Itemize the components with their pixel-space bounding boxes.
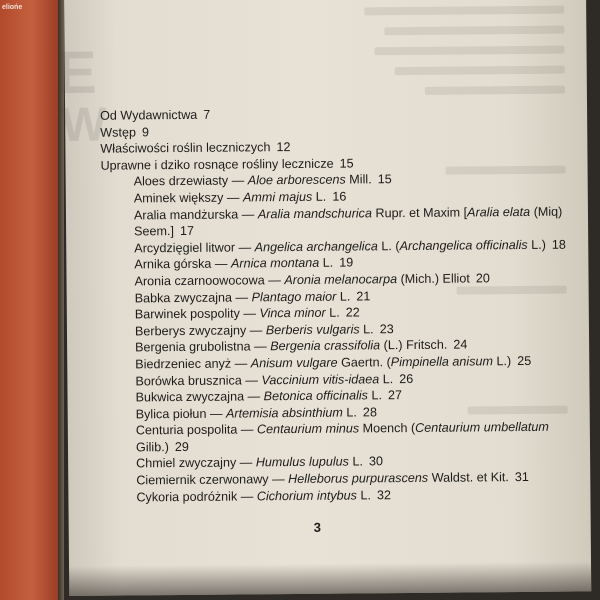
toc-text: Właściwości roślin leczniczych <box>100 140 271 156</box>
bleed-through-line <box>375 46 565 56</box>
toc-page-number: 25 <box>517 353 532 368</box>
book-page <box>56 0 591 596</box>
toc-text: Arcydzięgiel litwor — <box>134 240 255 256</box>
toc-latin-name: Artemisia absinthium <box>225 405 343 421</box>
toc-entry <box>103 419 573 456</box>
toc-text: Uprawne i dziko rosnące rośliny lecznicze <box>100 156 334 173</box>
toc-page-number: 7 <box>203 107 211 122</box>
toc-latin-name: Aralia mandschurica <box>257 205 373 221</box>
toc-text: Babka zwyczajna — <box>134 289 252 305</box>
bleed-through-line <box>395 66 565 75</box>
toc-page-number: 19 <box>339 255 354 270</box>
toc-page-number: 32 <box>376 487 391 502</box>
toc-page-number: 26 <box>399 371 414 386</box>
toc-latin-name: Humulus lupulus <box>255 455 349 470</box>
toc-page-number: 28 <box>362 404 377 420</box>
toc-text: L. <box>336 289 351 304</box>
toc-page-number: 12 <box>276 140 291 155</box>
toc-entry <box>101 203 571 240</box>
toc-latin-name: Aralia elata <box>467 204 531 220</box>
toc-page-number: 16 <box>332 189 347 204</box>
cover-text: eliońe <box>2 4 23 11</box>
bleed-through-letter: W <box>60 98 107 153</box>
toc-text: Wstęp <box>100 124 137 140</box>
toc-page-number: 20 <box>475 271 490 286</box>
toc-text: L. <box>356 487 371 503</box>
toc-text: Mill. <box>345 172 372 187</box>
toc-text: L. <box>342 405 357 420</box>
toc-text: Gaertn. ( <box>337 355 391 370</box>
toc-text: Waldst. et Kit. <box>428 470 509 485</box>
toc-latin-name: Aloe arborescens <box>247 172 346 188</box>
toc-entry <box>103 485 573 506</box>
table-of-contents <box>100 104 573 506</box>
toc-text: Aminek większy — <box>133 190 244 206</box>
toc-latin-name: Archangelica officinalis <box>399 237 528 253</box>
toc-page-number: 22 <box>345 305 360 320</box>
toc-latin-name: Angelica archangelica <box>254 239 378 255</box>
toc-latin-name: Betonica officinalis <box>263 388 369 404</box>
bleed-through-line <box>364 6 564 16</box>
toc-page-number: 31 <box>514 470 529 485</box>
toc-page-number: 9 <box>141 124 150 139</box>
toc-text: Gilib.) <box>135 439 169 455</box>
toc-page-number: 15 <box>339 156 354 171</box>
toc-text: Aralia mandżurska — <box>133 206 258 222</box>
toc-latin-name: Anisum vulgare <box>250 355 338 371</box>
toc-text: Bukwica zwyczajna — <box>135 389 264 405</box>
toc-text: Barwinek pospolity — <box>134 306 260 322</box>
toc-text: L. <box>367 388 383 403</box>
toc-page-number: 23 <box>379 321 394 336</box>
bleed-through-letter: E <box>56 38 98 107</box>
toc-text: Centuria pospolita — <box>135 422 258 438</box>
toc-text: L.) <box>527 237 546 252</box>
toc-text: L. <box>379 371 394 386</box>
toc-text: Od Wydawnictwa <box>100 107 198 123</box>
toc-latin-name: Helleborus purpurascens <box>288 470 429 487</box>
toc-latin-name: Plantago maior <box>251 289 337 304</box>
toc-page-number: 15 <box>377 172 392 187</box>
bleed-through-line <box>384 26 564 36</box>
toc-text: Borówka brusznica — <box>135 372 262 388</box>
toc-latin-name: Vinca minor <box>259 305 326 321</box>
toc-text: Ciemiernik czerwonawy — <box>136 472 289 488</box>
toc-text: Rupr. et Maxim [ <box>371 205 468 220</box>
toc-page-number: 24 <box>453 337 468 352</box>
toc-latin-name: Centaurium umbellatum <box>415 420 549 436</box>
toc-text: Bylica piołun — <box>135 406 227 422</box>
toc-text: (Miq) Seem.] <box>134 204 563 239</box>
toc-page-number: 21 <box>356 288 371 303</box>
toc-text: Aloes drzewiasty — <box>133 173 248 189</box>
toc-text: Bergenia grubolistna — <box>135 339 271 355</box>
toc-latin-name: Arnica montana <box>230 256 320 271</box>
book-cover <box>0 0 58 600</box>
toc-text: L. <box>359 322 374 337</box>
toc-latin-name: Ammi majus <box>242 189 313 205</box>
toc-page-number: 27 <box>387 388 403 403</box>
toc-text: L. <box>348 454 363 470</box>
toc-text: Aronia czarnoowocowa — <box>134 273 285 289</box>
toc-text: (Mich.) Elliot <box>396 271 470 287</box>
toc-text: Chmiel zwyczajny — <box>136 455 256 471</box>
toc-page-number: 29 <box>174 439 189 454</box>
toc-text: L. <box>312 189 327 204</box>
toc-page-number: 30 <box>368 454 384 469</box>
toc-text: Berberys zwyczajny — <box>134 322 266 339</box>
toc-latin-name: Bergenia crassifolia <box>270 338 381 354</box>
page-number: 3 <box>313 519 321 535</box>
toc-text: Arnika górska — <box>134 256 232 272</box>
toc-text: L. <box>319 256 334 271</box>
bleed-through-line <box>425 86 565 95</box>
toc-latin-name: Pimpinella anisum <box>390 354 494 370</box>
toc-latin-name: Aronia melanocarpa <box>284 272 398 288</box>
toc-page-number: 18 <box>551 237 566 252</box>
toc-text: L. ( <box>377 238 400 254</box>
toc-page-number: 17 <box>179 224 195 239</box>
toc-text: Biedrzeniec anyż — <box>135 356 251 372</box>
toc-text: Moench ( <box>359 421 416 436</box>
toc-text: L. <box>325 305 340 320</box>
toc-text: Cykoria podróżnik — <box>136 488 257 505</box>
toc-text: (L.) Fritsch. <box>380 337 448 353</box>
page-bottom-shadow <box>69 561 591 596</box>
toc-latin-name: Centaurium minus <box>256 421 360 437</box>
toc-latin-name: Berberis vulgaris <box>265 322 360 337</box>
toc-text: L.) <box>492 354 512 369</box>
toc-latin-name: Cichorium intybus <box>256 488 357 503</box>
toc-latin-name: Vaccinium vitis-idaea <box>261 371 380 387</box>
